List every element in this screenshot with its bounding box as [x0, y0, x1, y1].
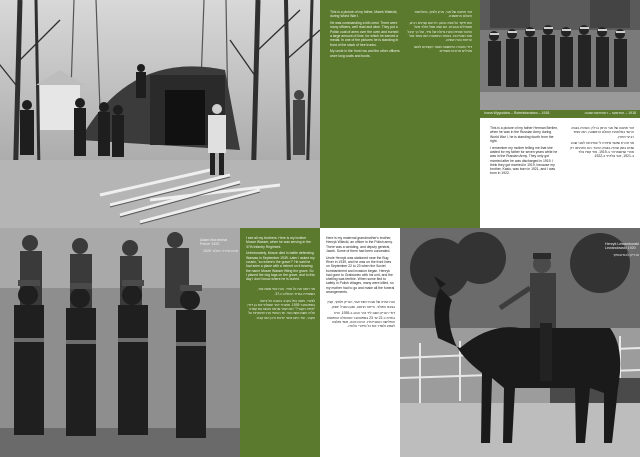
paragraph: I see all my brothers. Here is my brother Mosze Wasser, when he was serving in the 37th Infantry Regiment.: [246, 236, 311, 249]
officers-group-photo: [480, 0, 640, 110]
kiln-crew-illustration: [0, 0, 320, 228]
paragraph: אני זוכרת שאמי סיפרה לי שחיכתה לאבי שבע שנים בזמן שהיה בצבא הרוסי. הם התחתנו רק אחרי שהשתחרר ב-1919. אחי קסיו נולד ב-1921, ואני נולדתי ב-1922.: [570, 141, 634, 159]
paragraph: My uncle in the front row and the other officers wore long coats and boots.: [330, 49, 400, 58]
hebrew-column: [406, 10, 472, 60]
group-photo-caption-bar: [480, 110, 640, 118]
soldiers-group-photo: [0, 228, 240, 457]
paragraph: הנה אחיה של סבתי מצד אמי, הנריק וילצקי, קצין בצבא הפולני. הייתה חתונה, וסגן הגנרל יאצק.: [327, 300, 395, 309]
paragraph: לצערי, משה נפל בקרב בהגנה על ורשה בספטמבר 1939. מאוחר יותר שאלתי את בן דודי, "איפה הקבר?" הוא אמר שראה מטוס עם קסדה עליה השם משה וסר. אז הנחתי את הדסקיות על הקבר, ועד היום אינני יודעת היכן הוא קבור.: [246, 298, 315, 320]
horse-caption: [605, 242, 639, 257]
paragraph: Here is my maternal grandmother's brother, Henryk Wilecki, an officer in the Polish army. There was a wedding, and deputy general, Jacek. Some of them had been concealed.: [326, 236, 393, 253]
text-panel-father-kiln: [320, 0, 480, 228]
paragraph: Uncle Henryk was stationed near the Bug River in 1939, and he was on the front lines on September 22 to 23 when the Soviet bombardment and invasion began. Henryk had gone to Grabowiec with his unit, and the shelling was terrible. When some fled to safety in Polish villages, many were killed, so my mother had to go and make all the funeral arrangements.: [326, 255, 395, 295]
kiln-crew-photo: [0, 0, 320, 228]
english-column: [246, 236, 315, 281]
caption-english: Ivona Wygodzka – Rotmistrzostwo – 1918: [484, 111, 550, 115]
hebrew-column: [326, 300, 395, 328]
caption-english: Henryk Lewandowski Lewandowski 1920: [605, 242, 639, 251]
caption-hebrew: אדם מרדכי פולנר 1920: [202, 248, 238, 253]
soldiers-group-illustration: [0, 228, 240, 457]
officer-on-horse-illustration: [400, 228, 640, 457]
paragraph: זוהי תמונה של אבי, מרק ולצקי, במלחמת העולם הראשונה.: [414, 10, 472, 19]
english-column: [326, 236, 395, 294]
paragraph: הוא פיקד על צוות כבשן. היו שם קצינים רבים, משכילים ונבונים. הם שמו סמל פולני מעל התנור ושרפו כמות גדולה של סיד, ועל כך קיבל אות הצטיינות. באחת התמונות הוא עומד מול ערימת גזעי העצים.: [407, 21, 472, 43]
caption-hebrew: הנריק לבנדובסקי: [613, 252, 639, 257]
text-panel-father-russian-army: [480, 118, 640, 228]
caption-hebrew: 1918 – ויגודסקה – רוטמיסטרוסטבו: [584, 111, 636, 115]
paragraph: This is a picture of my father Herman Berlien, when he was in the Russian Army during World War I, he is standing fourth from the right.: [490, 126, 559, 143]
paragraph: I remember my mother telling me that she waited for my father for seven years while he was in the Russian Army. They only got married after he was discharged in 1919. I think they got married in 1919, because my brother, Kasio, was born in 1921, and I was born in 1922.: [490, 145, 558, 176]
hebrew-column: [246, 287, 315, 320]
paragraph: דודי בשורה הראשונה ושאר הקצינים לבשו מעילים ארוכים ומגפיים.: [414, 45, 472, 54]
soldiers-caption: [200, 238, 238, 253]
english-column: [330, 10, 400, 60]
english-column: [490, 126, 560, 178]
officer-on-horse-photo: [400, 228, 640, 457]
text-panel-uncle-henryk: [320, 228, 400, 457]
hebrew-column: [566, 126, 634, 178]
paragraph: He was commanding a kiln crew. There were many officers, well read and wise. They put a Polish coat of arms over the oven and burned a large amount of lime, for which he earned a medal. In one of the pictures he is standing in front of the stack of tree trunks.: [330, 21, 399, 47]
paragraph: This is a picture of my father, Marek Walecki, during World War I.: [330, 10, 398, 19]
caption-english: Adam Mordechai Polner 1920: [200, 238, 228, 247]
paragraph: אני רואה את כל אחיי. הנה אחי משה וסר, כששירת בגדוד הרגלים ה-37.: [257, 287, 315, 296]
officers-group-illustration: [480, 0, 640, 110]
paragraph: דודי הנריק הוצב ליד נהר הבוג ב-1939, והיה בחזית ב-22 עד 23 בספטמבר כשהחלה ההפצצה והפלישה הסובייטית. רבים נהרגו, ואמי נאלצה לנסוע ולסדר את כל סידורי הלוויה.: [326, 311, 395, 329]
text-panel-brother-mosze: [240, 228, 320, 457]
paragraph: זוהי תמונה של אבי הרמן ברלין, כשהיה בצבא הרוסי במלחמת העולם הראשונה, הוא עומד רביעי מימין.: [571, 126, 634, 139]
paragraph: Unfortunately, Mosze died in battle defending Warsaw in September 1939. Later I asked my cousin, "so where's the grave?" He said he had seen a plane with a helmet on it bearing the name Mosze Wasser fitting the grave. So I placed the dog tags on the grave, and to this day I don't know where he is buried.: [246, 251, 315, 282]
